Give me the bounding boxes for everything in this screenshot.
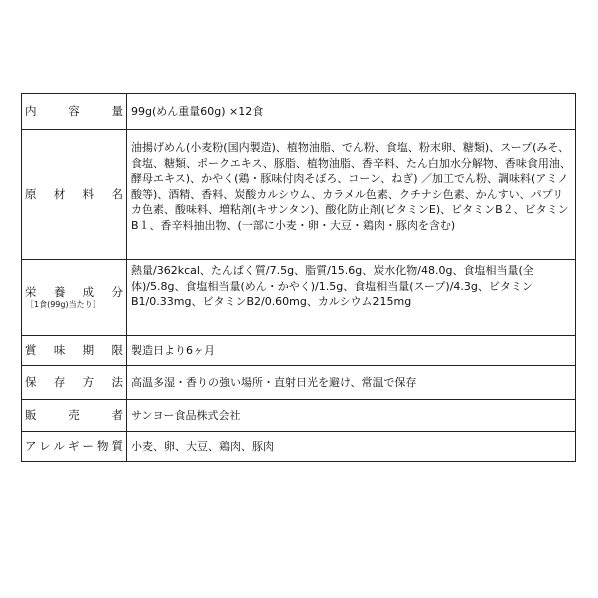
- allergens-value: 小麦、卵、大豆、鶏肉、豚肉: [131, 439, 274, 453]
- nutrition-value-cell: [127, 260, 576, 336]
- seller-label: 販 売 者: [25, 408, 123, 422]
- spec-row-storage: [22, 366, 576, 400]
- content-amount-label: 内 容 量: [25, 104, 123, 118]
- expiry-label: 賞 味 期 限: [25, 343, 123, 357]
- spec-row-ingredients: [22, 130, 576, 260]
- expiry-value-cell: [127, 336, 576, 366]
- spec-row-expiry: [22, 336, 576, 366]
- expiry-label-cell: [22, 336, 127, 366]
- spec-row-nutrition: [22, 260, 576, 336]
- spec-row-allergens: [22, 432, 576, 462]
- ingredients-label: 原 材 料 名: [25, 187, 123, 201]
- seller-value: サンヨー食品株式会社: [131, 408, 241, 422]
- seller-value-cell: [127, 400, 576, 432]
- ingredients-value: 油揚げめん(小麦粉(国内製造)、植物油脂、でん粉、食塩、粉末卵、糖類)、スープ(みそ、食塩、糖類、ポークエキス、豚脂、植物油脂、香辛料、たん白加水分解物、香味食用油、酵母エキス)、かやく(鶏・豚味付肉そぼろ、コーン、ねぎ) ／加工でん粉、調味料(アミノ酸等)、酒精、香料、炭酸カルシウム、カラメル色素、クチナシ色素、かんすい、パプリカ色素、酸味料、増粘剤(キサンタン)、酸化防止剤(ビタミンE)、ビタミンB２、ビタミンB１、香辛料抽出物、(一部に小麦・卵・大豆・鶏肉・豚肉を含む): [131, 141, 571, 232]
- product-spec-table: [21, 93, 576, 462]
- nutrition-label: 栄 養 成 分: [25, 285, 123, 299]
- nutrition-label-cell: [22, 260, 127, 336]
- storage-label: 保 存 方 法: [25, 375, 123, 389]
- spec-row-content-amount: [22, 94, 576, 130]
- ingredients-value-cell: [127, 130, 576, 260]
- spec-row-seller: [22, 400, 576, 432]
- nutrition-sublabel: ［1食(99g)当たり］: [26, 300, 101, 309]
- seller-label-cell: [22, 400, 127, 432]
- content-amount-label-cell: [22, 94, 127, 130]
- allergens-value-cell: [127, 432, 576, 462]
- allergens-label: アレルギー物質: [25, 439, 123, 453]
- allergens-label-cell: [22, 432, 127, 462]
- storage-value-cell: [127, 366, 576, 400]
- content-amount-value: 99g(めん重量60g) ×12食: [131, 104, 264, 118]
- nutrition-value: 熱量/362kcal、たんぱく質/7.5g、脂質/15.6g、炭水化物/48.0g、食塩相当量(全体)/5.8g、食塩相当量(めん・かやく)/1.5g、食塩相当量(スープ)/4.3g、ビタミンB1/0.33mg、ビタミンB2/0.60mg、カルシウム215mg: [131, 264, 534, 308]
- ingredients-label-cell: [22, 130, 127, 260]
- expiry-value: 製造日より6ヶ月: [131, 343, 215, 357]
- storage-value: 高温多湿・香りの強い場所・直射日光を避け、常温で保存: [131, 375, 417, 389]
- storage-label-cell: [22, 366, 127, 400]
- content-amount-value-cell: [127, 94, 576, 130]
